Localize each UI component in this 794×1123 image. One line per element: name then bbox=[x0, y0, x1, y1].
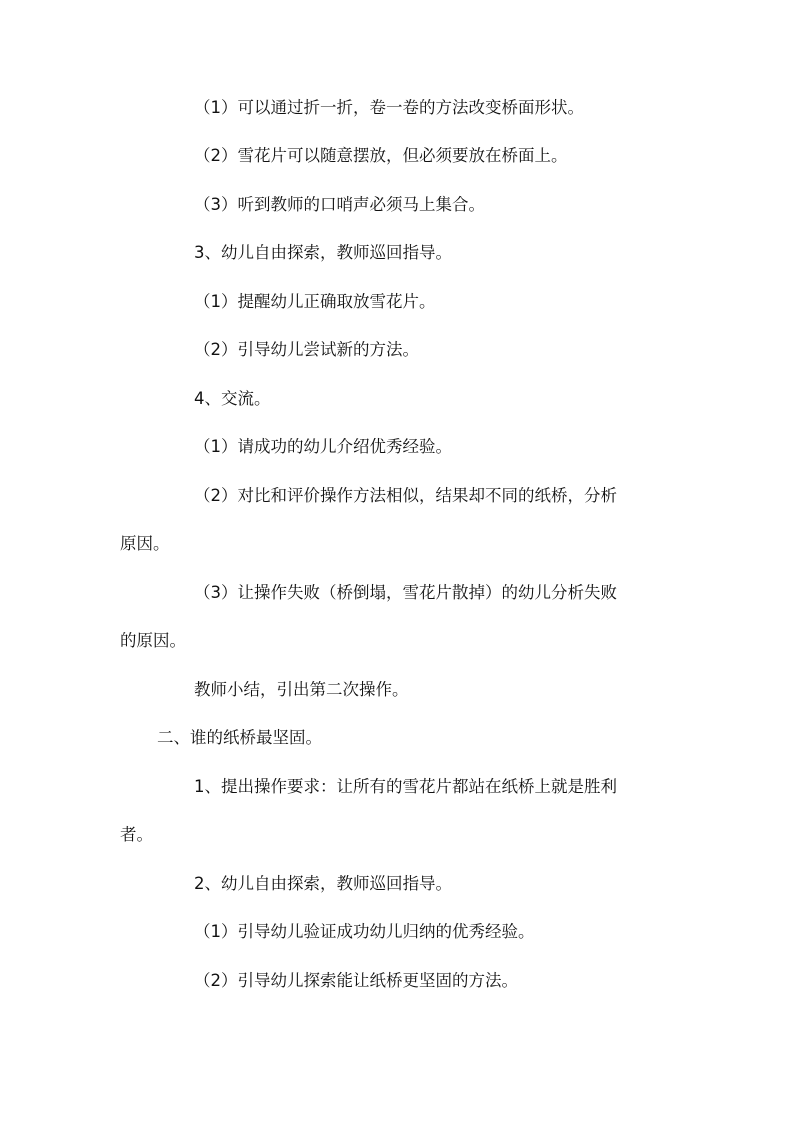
text-line-15: 1、提出操作要求：让所有的雪花片都站在纸桥上就是胜利 bbox=[194, 777, 617, 796]
text-line-17: 2、幼儿自由探索，教师巡回指导。 bbox=[194, 874, 452, 893]
text-line-2: （2）雪花片可以随意摆放，但必须要放在桥面上。 bbox=[194, 146, 568, 165]
text-line-13: 教师小结，引出第二次操作。 bbox=[194, 680, 409, 699]
text-line-7: 4、交流。 bbox=[194, 389, 271, 408]
text-line-3: （3）听到教师的口哨声必须马上集合。 bbox=[194, 195, 485, 214]
text-line-16: 者。 bbox=[120, 825, 153, 844]
text-line-1: （1）可以通过折一折，卷一卷的方法改变桥面形状。 bbox=[194, 98, 584, 117]
text-line-8: （1）请成功的幼儿介绍优秀经验。 bbox=[194, 437, 452, 456]
text-line-11: （3）让操作失败（桥倒塌，雪花片散掉）的幼儿分析失败 bbox=[194, 583, 617, 602]
text-line-19: （2）引导幼儿探索能让纸桥更坚固的方法。 bbox=[194, 971, 518, 990]
text-line-18: （1）引导幼儿验证成功幼儿归纳的优秀经验。 bbox=[194, 922, 535, 941]
text-line-4: 3、幼儿自由探索，教师巡回指导。 bbox=[194, 243, 452, 262]
text-line-5: （1）提醒幼儿正确取放雪花片。 bbox=[194, 292, 436, 311]
text-line-12: 的原因。 bbox=[120, 631, 186, 650]
text-line-6: （2）引导幼儿尝试新的方法。 bbox=[194, 340, 419, 359]
section-heading: 二、谁的纸桥最坚固。 bbox=[157, 728, 322, 747]
text-line-9: （2）对比和评价操作方法相似，结果却不同的纸桥，分析 bbox=[194, 486, 617, 505]
text-line-10: 原因。 bbox=[120, 534, 170, 553]
